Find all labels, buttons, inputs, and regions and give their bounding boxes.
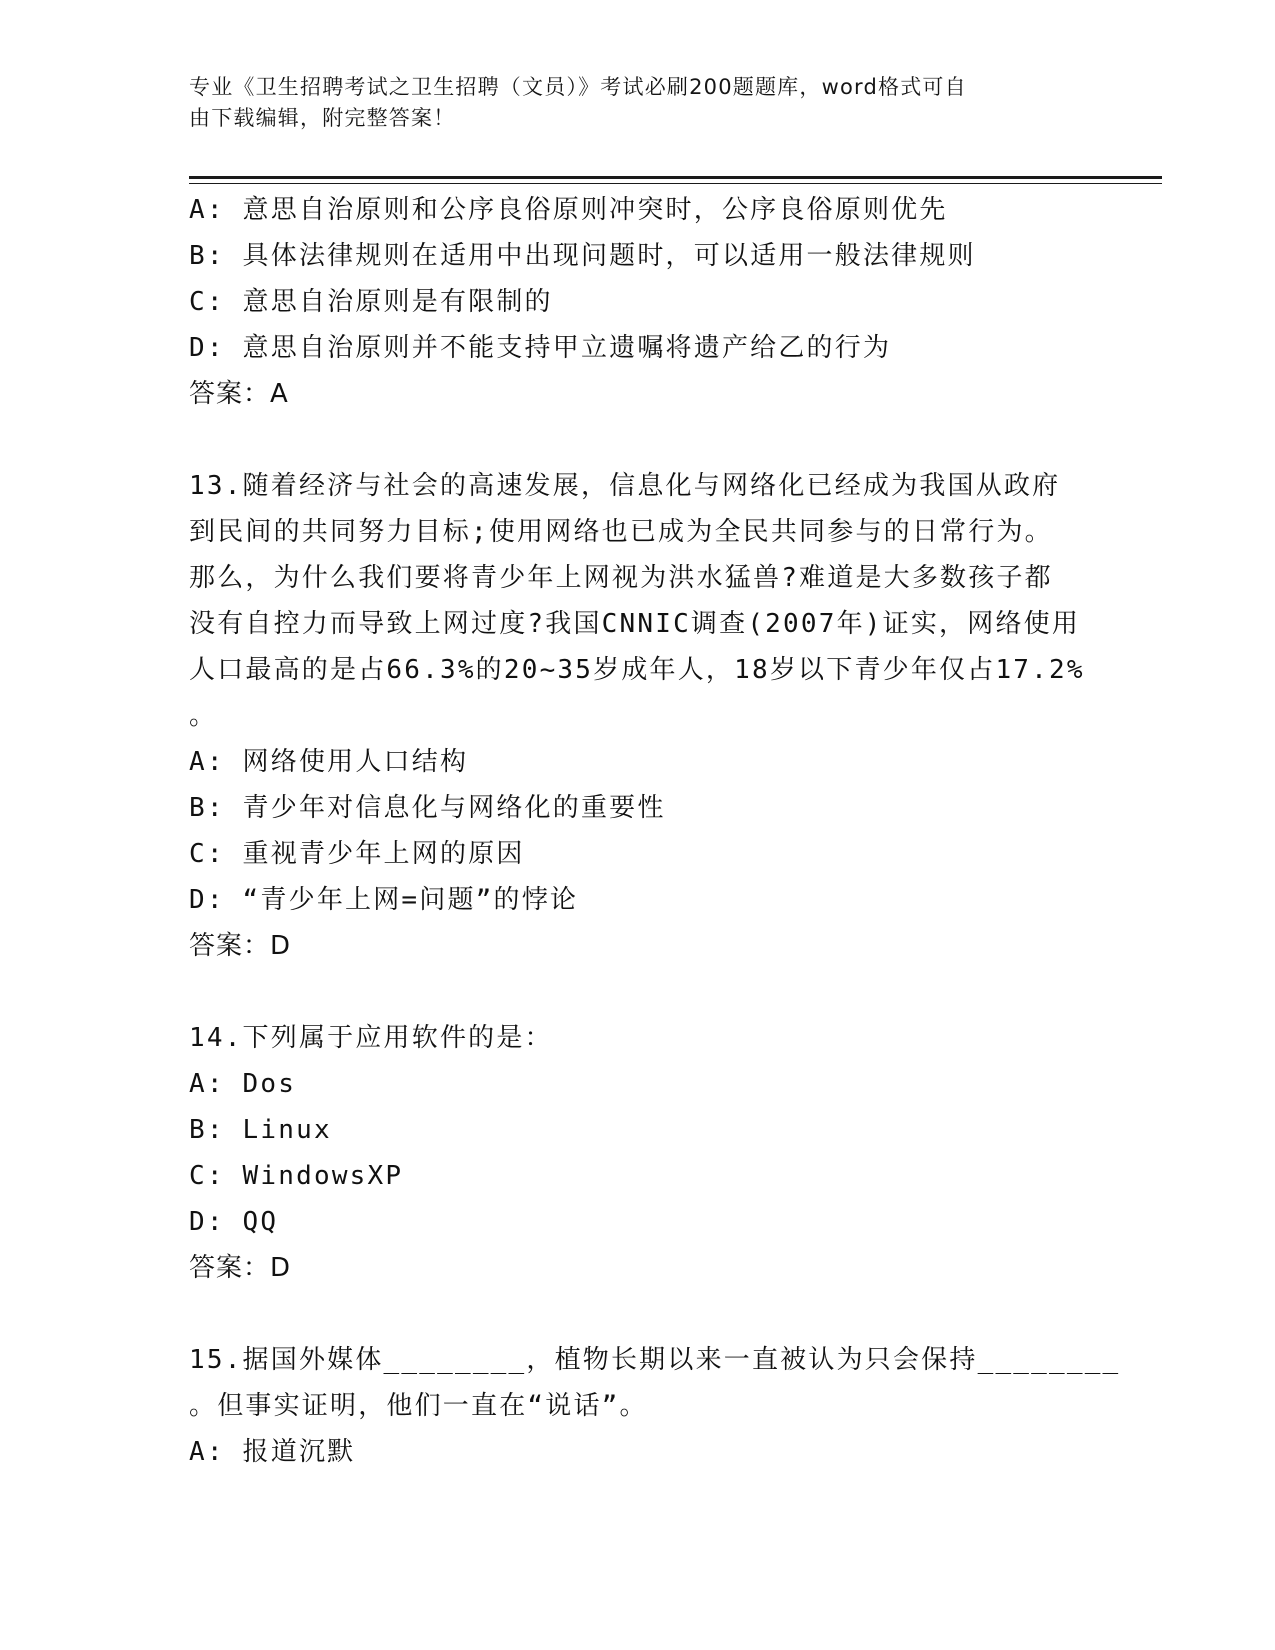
q13-stem-line-3: 那么，为什么我们要将青少年上网视为洪水猛兽?难道是大多数孩子都	[189, 563, 1053, 593]
q13-option-a: A: 网络使用人口结构	[189, 747, 469, 777]
q12-answer: 答案：A	[189, 379, 289, 409]
document-header	[189, 72, 1069, 134]
question-15-block	[189, 1337, 1121, 1475]
spacer	[189, 417, 1089, 463]
q12-option-c: C: 意思自治原则是有限制的	[189, 287, 553, 317]
header-divider-thin	[189, 183, 1162, 184]
q13-answer: 答案：D	[189, 931, 292, 961]
q15-stem-line-1: 15.据国外媒体________，植物长期以来一直被认为只会保持________	[189, 1345, 1121, 1375]
q14-option-d: D: QQ	[189, 1207, 279, 1237]
q15-option-a: A: 报道沉默	[189, 1437, 356, 1467]
q12-option-a: A: 意思自治原则和公序良俗原则冲突时，公序良俗原则优先	[189, 195, 948, 225]
q13-stem-line-5: 人口最高的是占66.3%的20~35岁成年人，18岁以下青少年仅占17.2%	[189, 655, 1085, 685]
q14-option-a: A: Dos	[189, 1069, 297, 1099]
question-12-block	[189, 187, 1089, 417]
q13-option-b: B: 青少年对信息化与网络化的重要性	[189, 793, 666, 823]
question-list	[189, 187, 1121, 1475]
q14-option-c: C: WindowsXP	[189, 1161, 404, 1191]
q13-option-c: C: 重视青少年上网的原因	[189, 839, 525, 869]
q13-stem-line-6: 。	[189, 701, 218, 731]
q15-stem-line-2: 。但事实证明，他们一直在“说话”。	[189, 1391, 648, 1421]
q12-option-d: D: 意思自治原则并不能支持甲立遗嘱将遗产给乙的行为	[189, 333, 892, 363]
q14-stem: 14.下列属于应用软件的是：	[189, 1023, 553, 1053]
header-title-line-2: 由下载编辑，附完整答案！	[189, 106, 456, 130]
spacer	[189, 969, 1089, 1015]
header-divider-thick	[189, 176, 1162, 179]
q14-answer: 答案：D	[189, 1253, 292, 1283]
q13-option-d: D: “青少年上网=问题”的悖论	[189, 885, 579, 915]
q14-option-b: B: Linux	[189, 1115, 332, 1145]
question-14-block	[189, 1015, 1089, 1291]
header-title-line-1: 专业《卫生招聘考试之卫生招聘（文员）》考试必刷200题题库，word格式可自	[189, 75, 967, 99]
question-13-block	[189, 463, 1089, 969]
q12-option-b: B: 具体法律规则在适用中出现问题时，可以适用一般法律规则	[189, 241, 976, 271]
q13-stem-line-2: 到民间的共同努力目标;使用网络也已成为全民共同参与的日常行为。	[189, 517, 1053, 547]
q13-stem-line-4: 没有自控力而导致上网过度?我国CNNIC调查(2007年)证实，网络使用	[189, 609, 1081, 639]
q13-stem-line-1: 13.随着经济与社会的高速发展，信息化与网络化已经成为我国从政府	[189, 471, 1061, 501]
spacer	[189, 1291, 1089, 1337]
